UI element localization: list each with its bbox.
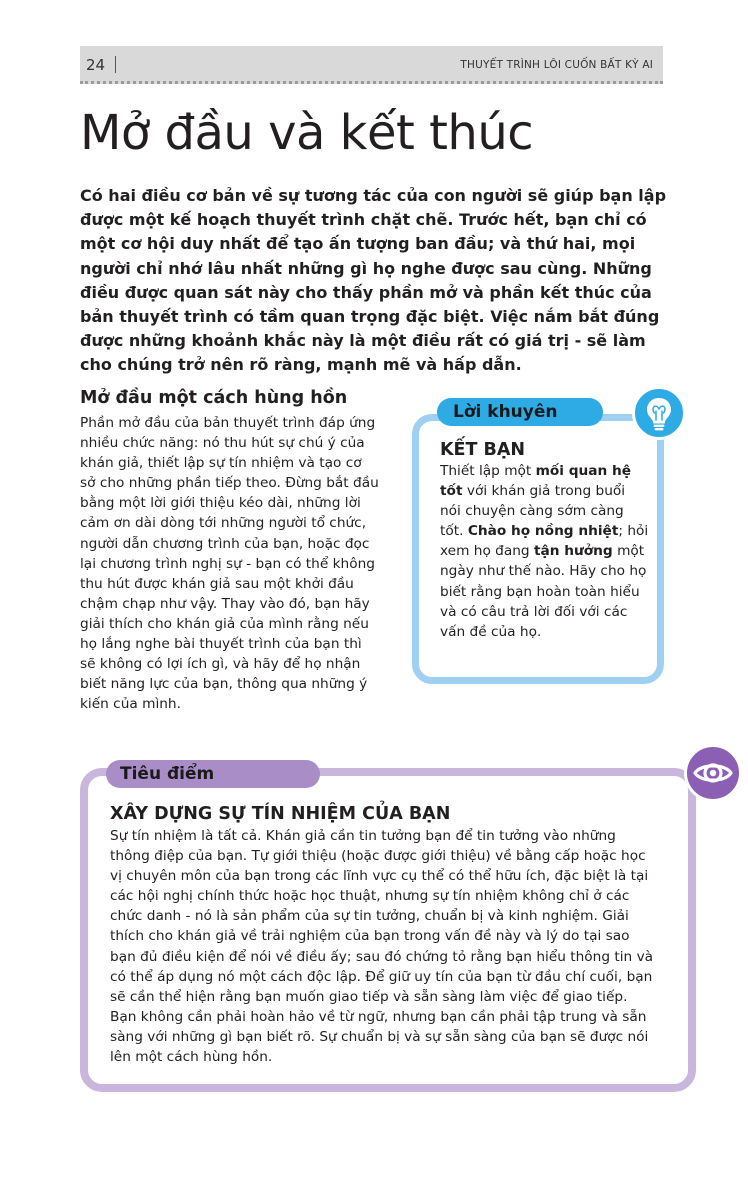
tip-text-part: với khán giả trong buổi nói chuyện càng sớm càng tốt.: [440, 483, 626, 540]
section-body: Phần mở đầu của bản thuyết trình đáp ứng nhiều chức năng: nó thu hút sự chú ý của khán giả, thiết lập sự tín nhiệm và tạo cơ sở cho những phần tiếp theo. Đừng bắt đầu bằng một lời giới thiệu kéo dài, những lời cảm ơn dài dòng tới những người tổ chức, người dẫn chương trình của bạn, hoặc đọc lại chương trình nghị sự - bạn có thể không thu hút được khán giả sau một khởi đầu chậm chạp như vậy. Thay vào đó, bạn hãy giải thích cho khán giả của mình rằng nếu họ lắng nghe bài thuyết trình của bạn thì sẽ không có lợi ích gì, và hãy để họ nhận biết năng lực của bạn, thông qua những ý kiến của mình.: [80, 415, 379, 713]
lightbulb-icon: [632, 386, 686, 440]
tip-label-pill: [437, 398, 603, 426]
tip-text: [440, 461, 650, 642]
tip-text-part: một ngày như thế nào. Hãy cho họ biết rằng bạn hoàn toàn hiểu và có câu trả lời đối với các vấn đề của họ.: [440, 543, 647, 640]
page-number: 24: [86, 56, 106, 74]
tip-heading: KẾT BẠN: [440, 440, 526, 460]
tip-text-part: Thiết lập một: [440, 463, 536, 479]
section-heading: Mở đầu một cách hùng hồn: [80, 388, 348, 408]
header-divider: [115, 56, 116, 73]
running-title: THUYẾT TRÌNH LÔI CUỐN BẤT KỲ AI: [460, 59, 653, 71]
eye-icon: [684, 744, 742, 802]
page-title: Mở đầu và kết thúc: [80, 105, 534, 161]
running-header: [80, 46, 663, 84]
focus-label: Tiêu điểm: [120, 764, 215, 784]
focus-label-pill: [106, 760, 320, 788]
tip-emphasis: tận hưởng: [533, 543, 613, 560]
focus-heading: XÂY DỰNG SỰ TÍN NHIỆM CỦA BẠN: [110, 804, 451, 824]
tip-label: Lời khuyên: [453, 402, 558, 422]
focus-body: Sự tín nhiệm là tất cả. Khán giả cần tin tưởng bạn để tin tưởng vào những thông điệp của bạn. Tự giới thiệu (hoặc được giới thiệu) về bằng cấp hoặc học vị chuyên môn của bạn trong các lĩnh vực cụ thể có thể hữu ích, đặc biệt là tại các hội nghị chính thức hoặc học thuật, nhưng sự tín nhiệm không chỉ ở các chức danh - nó là sản phẩm của sự tin tưởng, chuẩn bị và kinh nghiệm. Giải thích cho khán giả về trải nghiệm của bạn trong vấn đề này và lý do tại sao bạn đủ điều kiện để nói về điều ấy; sau đó chứng tỏ rằng bạn hiểu thông tin và có thể áp dụng nó một cách độc lập. Để giữ uy tín của bạn từ đầu chí cuối, bạn sẽ cần thể hiện rằng bạn muốn giao tiếp và sẵn sàng làm việc để giao tiếp. Bạn không cần phải hoàn hảo về từ ngữ, nhưng bạn cần phải tập trung và sẵn sàng với những gì bạn biết rõ. Sự chuẩn bị và sự sẵn sàng của bạn sẽ được nói lên một cách hùng hồn.: [110, 828, 654, 1066]
tip-text-part: ; hỏi xem họ đang: [440, 523, 649, 560]
tip-emphasis: Chào họ nồng nhiệt: [467, 523, 619, 540]
tip-emphasis: mối quan hệ tốt: [440, 463, 632, 500]
intro-paragraph: Có hai điều cơ bản về sự tương tác của con người sẽ giúp bạn lập được một kế hoạch thuyết trình chặt chẽ. Trước hết, bạn chỉ có một cơ hội duy nhất để tạo ấn tượng ban đầu; và thứ hai, mọi người chỉ nhớ lâu nhất những gì họ nghe được sau cùng. Những điều được quan sát này cho thấy phần mở và phần kết thúc của bản thuyết trình có tầm quan trọng đặc biệt. Việc nắm bắt đúng được những khoảnh khắc này là một điều rất có giá trị - sẽ làm cho chúng trở nên rõ ràng, mạnh mẽ và hấp dẫn.: [80, 186, 667, 375]
